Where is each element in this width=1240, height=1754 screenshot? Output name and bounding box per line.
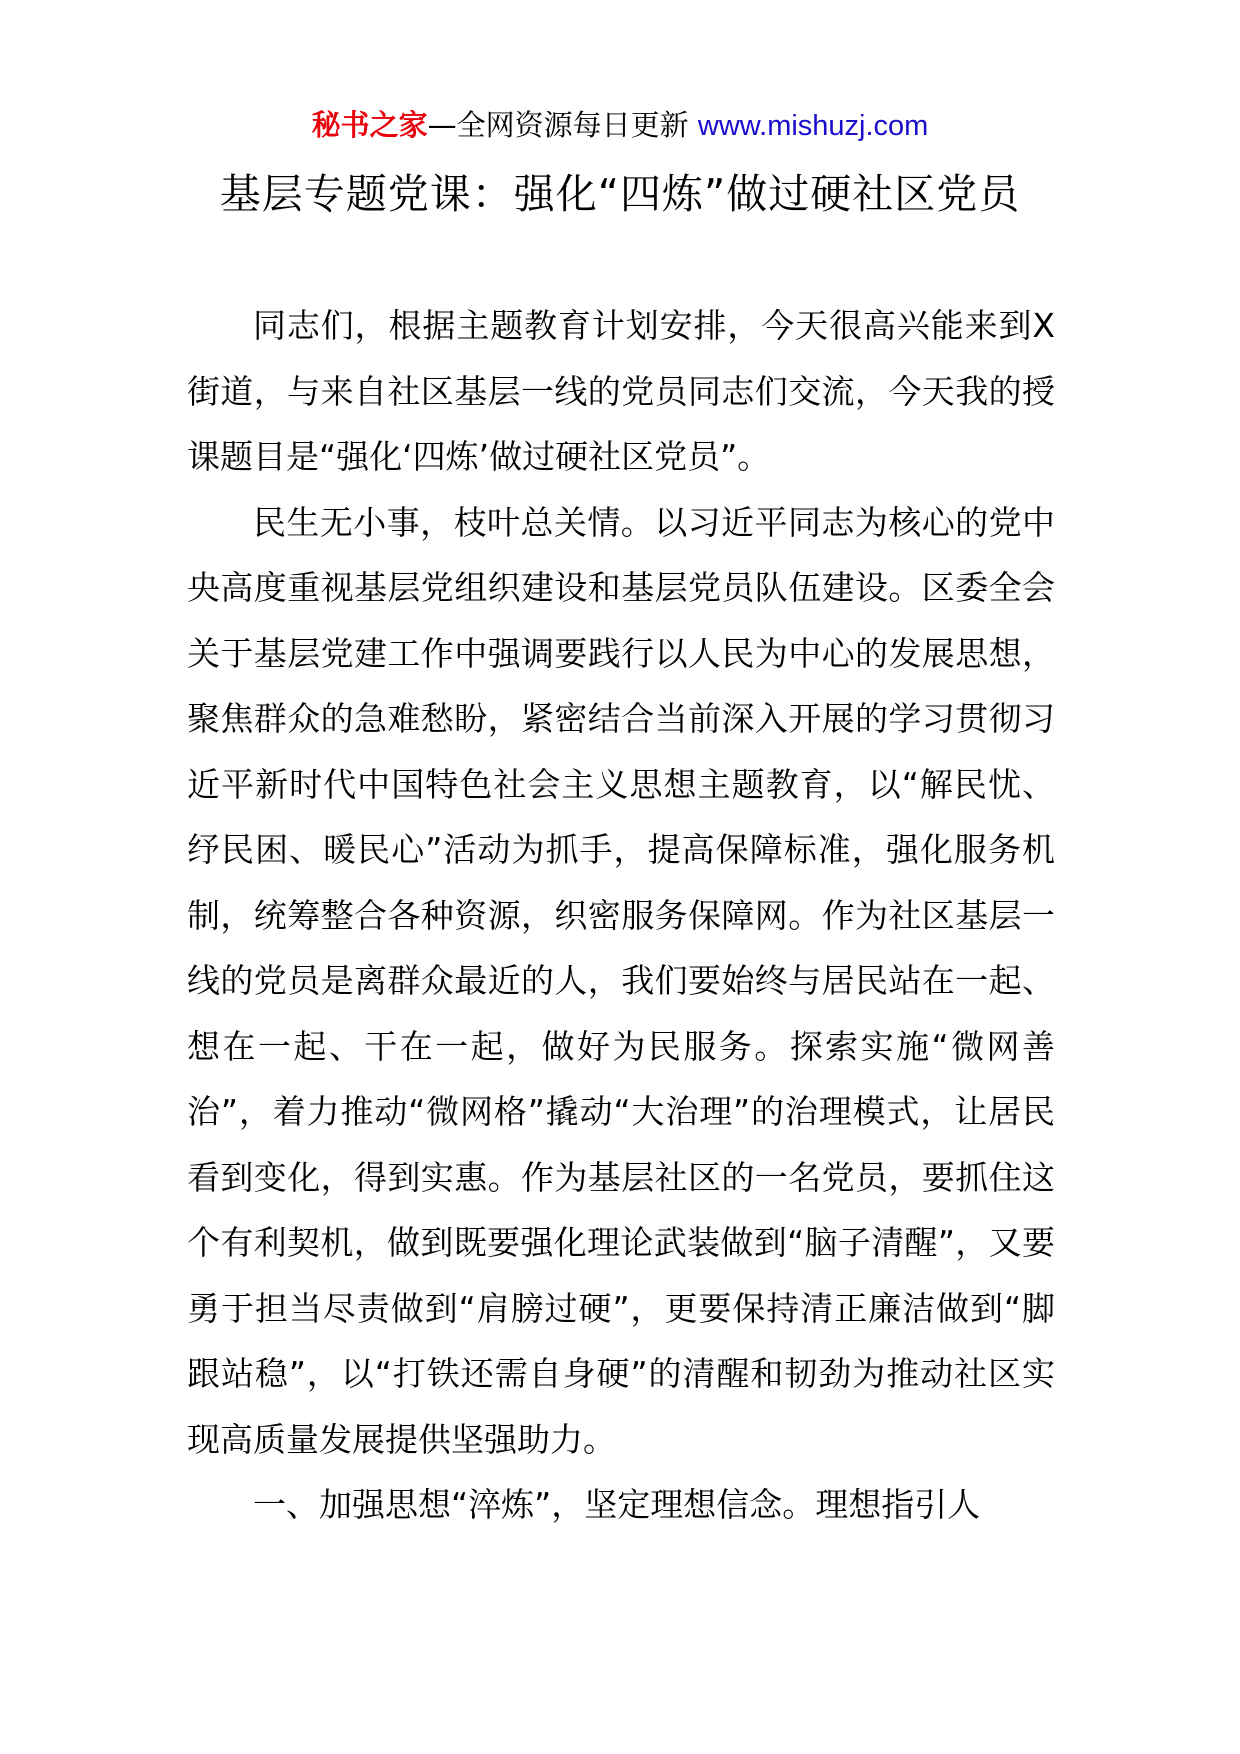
- paragraph: 一、加强思想“淬炼”，坚定理想信念。理想指引人: [253, 1485, 981, 1524]
- site-url-link[interactable]: www.mishuzj.com: [697, 110, 929, 142]
- paragraph: 同志们，根据主题教育计划安排，今天很高兴能来到X街道，与来自社区基层一线的党员同志们交流，今天我的授课题目是“强化‘四炼’做过硬社区党员”。: [187, 306, 1055, 476]
- paragraph: 民生无小事，枝叶总关情。以习近平同志为核心的党中央高度重视基层党组织建设和基层党员队伍建设。区委全会关于基层党建工作中强调要践行以人民为中心的发展思想，聚焦群众的急难愁盼，紧密结合当前深入开展的学习贯彻习近平新时代中国特色社会主义思想主题教育，以“解民忧、纾民困、暖民心”活动为抓手，提高保障标准，强化服务机制，统筹整合各种资源，织密服务保障网。作为社区基层一线的党员是离群众最近的人，我们要始终与居民站在一起、想在一起、干在一起，做好为民服务。探索实施“微网善治”，着力推动“微网格”撬动“大治理”的治理模式，让居民看到变化，得到实惠。作为基层社区的一名党员，要抓住这个有利契机，做到既要强化理论武装做到“脑子清醒”，又要勇于担当尽责做到“肩膀过硬”，更要保持清正廉洁做到“脚跟站稳”，以“打铁还需自身硬”的清醒和韧劲为推动社区实现高质量发展提供坚强助力。: [187, 502, 1055, 1459]
- header-tagline: —全网资源每日更新: [427, 108, 689, 142]
- document-title: 基层专题党课：强化“四炼”做过硬社区党员: [219, 170, 1021, 218]
- document-body: [187, 293, 1055, 1538]
- site-header: [0, 104, 1240, 147]
- brand-name: 秘书之家: [311, 108, 428, 142]
